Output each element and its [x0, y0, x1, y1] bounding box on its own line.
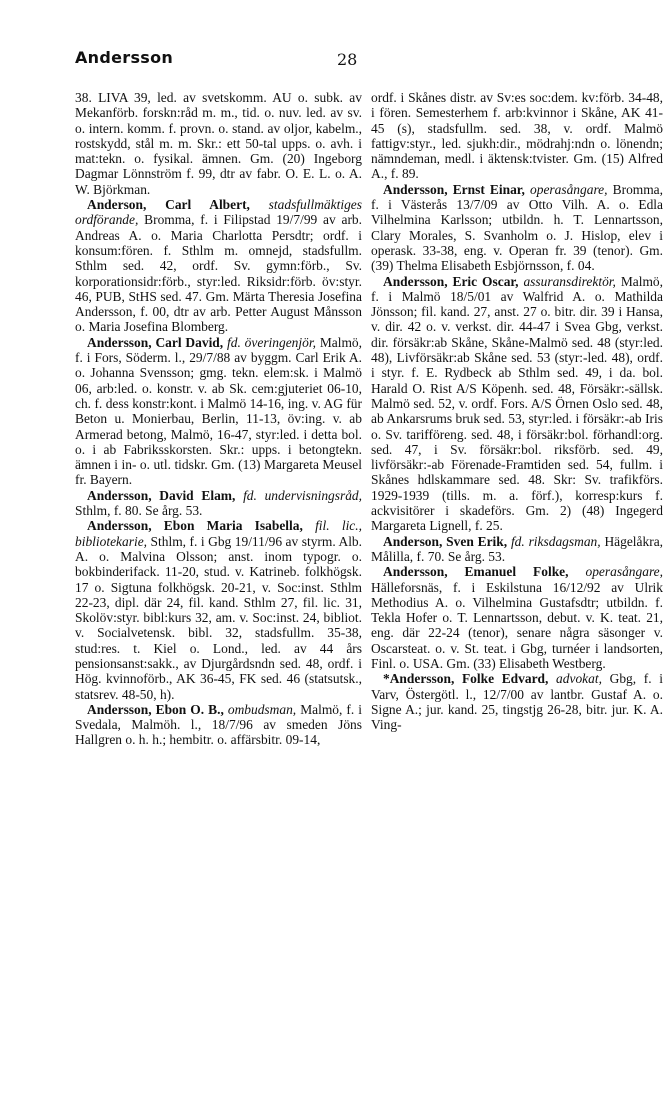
entry-text: Bromma, f. i Västerås 13/7/09 av Otto Vilh. A. o. Edla Vilhelmina Karlsson; utbildn. h. T. Lennartsson, Clary Morales, S. Svanholm o. J. Hislop, elev i operask. 33-38, eng. v. Operan fr. 39 (tenor). Gm. (39) Thelma Elisabeth Esbjörnsson, f. 04.	[371, 181, 664, 274]
left-column	[75, 90, 362, 748]
entry-title: advokat,	[556, 671, 602, 687]
biography-entry	[75, 702, 362, 748]
entry-text: Sthlm, f. i Gbg 19/11/96 av styrm. Alb. A. o. Malvina Olsson; anst. inom typogr. o. bokbinderifack. 11-20, stud. v. Katrineb. folkhögsk. 17 o. Sigtuna folkhögsk. 20-21, v. Soc:inst. Sthlm 22-23, dipl. där 24, fil. kand. Sthlm 27, fil. lic. 31, Skolöv:styr. bibl:kurs 32, am. v. Soc:inst. 24, bibliot. v. Socialvetensk. bibl. 32, stadsfullm. 35-38, stud:res. t. Kiel o. Lond., led. av 44 års pensionsanst:sakk., av Djurgårdsndn sed. 48, ordf. i Hög. kvinnoförb., AK 36-45, FK sed. 46 (statsutsk., statsrev. 48-50, h).	[75, 533, 362, 702]
continued-entry-text: 38. LIVA 39, led. av svetskomm. AU o. subk. av Mekanförb. forskn:råd m. m., tid. o. nuv. led. av sv. o. intern. komm. f. provn. o. stand. av oljor, kabelm., rostskydd, stål m. m. Skr.: ett 50-tal upps. o. avh. i mat:tekn. o. fysikal. ämnen. Gm. (20) Ingeborg Dagmar Lönnström f. 99, dtr av fabr. O. E. L. o. A. W. Björkman.	[75, 90, 362, 197]
entry-text: Hägelåkra, Målilla, f. 70. Se årg. 53.	[371, 533, 664, 564]
entry-title: operasångare,	[585, 564, 663, 580]
entry-name: Anderson, Carl Albert,	[87, 197, 250, 213]
entry-name: Andersson, Carl David,	[87, 334, 224, 350]
entry-name: Andersson, Eric Oscar,	[383, 273, 519, 289]
entry-text: Malmö, f. i Fors, Söderm. l., 29/7/88 av byggm. Carl Erik A. o. Johanna Svensson; gmg. tekn. elem:sk. i Malmö 06, arb:led. o. konstr. v. ab Sk. cem:gjuteriet 06-10, ch. f. dess konstr:kont. i Malmö 14-16, ing. v. AG für Beton u. Monierbau, Berlin, 11-13, öv:ing. v. ab Armerad betong, Malmö, 16-47, styr:led. i detta bol. o. i ab Fabriksskorsten. Skr.: upps. i betongtekn. ämnen i in- o. utl. tidskr. Gm. (13) Margareta Meusel fr. Bayern.	[75, 334, 362, 488]
entry-text: Hälleforsnäs, f. i Eskilstuna 16/12/92 av Ulrik Methodius A. o. Vilhelmina Gustafsdtr; utbildn. f. Tekla Hofer o. T. Lennartsson, debut. v. K. teat. 21, eng. där 22-24 (tenor), senare några säsonger v. Oscarsteat. o. v. St. teat. i Gbg, turnéer i landsorten, Finl. o. USA. Gm. (33) Elisabeth Westberg.	[371, 579, 663, 671]
biography-entry	[371, 671, 663, 732]
entry-title: fd. överingenjör,	[227, 334, 316, 350]
entry-name: Andersson, Ebon Maria Isabella,	[87, 518, 303, 534]
biography-entry	[371, 274, 663, 534]
entry-name: Andersson, David Elam,	[87, 487, 236, 503]
entry-text: Sthlm, f. 80. Se årg. 53.	[75, 503, 203, 519]
entry-name: Anderson, Sven Erik,	[383, 533, 508, 549]
entry-text: Malmö, f. i Malmö 18/5/01 av Walfrid A. o. Mathilda Jönsson; fil. kand. 27, anst. 27 o. bitr. dir. 39 i Hansa, v. dir. 42 o. v. verkst. dir. 44-47 i Svea Gbg, verkst. dir. försäkr:ab Skåne, Skåne-Malmö sed. 48 (styr:led. 48), Livförsäkr:ab Skåne sed. 53 (styr:-led. 48), ordf. i styr. f. E. Rydbeck ab Sthlm sed. 49, i da. bol. Harald O. Rist A/S Köpenh. sed. 48, Försäkr:-sällsk. Malmö sed. 52, v. ordf. Fors. A/S Örnen Oslo sed. 48, ab Ankarsrums bruk sed. 53, styr:led. i försäkr:-ab Iris o. Sv. tarifföreng. sed. 48, i försäkr:bol. förhandl:org. sed. 47, i Sv. försäkr:bol. riksförb. sed. 49, livförsäkr:-ab Förenade-Framtiden sed. 54, fullm. i Skånes hdlskammare sed. 48. Skr: Sv. trafikförs. 1929-1939 (tills. m. a. förf.), korresp:kurs f. ackvisitörer i skadeförs. Gm. 2) (48) Ingegerd Margareta Lignell, f. 25.	[371, 273, 664, 534]
entry-text: Gbg, f. i Varv, Östergötl. l., 12/7/00 av lantbr. Gustaf A. o. Signe A.; jur. kand. 25, tingstjg 26-28, bitr. jur. K. A. Ving-	[371, 671, 663, 733]
biography-entry	[75, 488, 362, 519]
biography-entry	[75, 335, 362, 488]
entry-name: Andersson, Emanuel Folke,	[383, 564, 569, 580]
biography-entry	[371, 182, 663, 274]
entry-text: Malmö, f. i Svedala, Malmöh. l., 18/7/96 av smeden Jöns Hallgren o. h. h.; hembitr. o. affärsbitr. 09-14,	[75, 701, 362, 748]
biography-entry	[75, 197, 362, 335]
entry-title: ombudsman,	[227, 701, 297, 717]
right-column	[371, 90, 663, 732]
biography-entry	[371, 534, 663, 565]
entry-text: Bromma, f. i Filipstad 19/7/99 av arb. Andreas A. o. Maria Charlotta Persdtr; ordf. i konsum:fören. f. Sthlm m. omnejd, stadsfullm. Sthlm sed. 42, ordf. Sv. gymn:förb., Sv. korporationsidr:förb., styr:led. Riksidr:förb. öv:styr. 46, PUB, StHS sed. 47. Gm. Märta Theresia Josefina Andersson, f. 00, dtr av arb. Petter August Månsson o. Maria Josefina Blomberg.	[75, 212, 363, 335]
continued-entry-text: ordf. i Skånes distr. av Sv:es soc:dem. kv:förb. 34-48, i fören. Semesterhem f. arb:kvinnor i Skåne, AK 41-45 (s), stadsfullm. sed. 38, v. ordf. Malmö fattigv:styr., led. sjukh:dir., mödrahj:ndn o. lönendn; nämndeman, medl. i äktensk:tvister. Gm. (15) Alfred A., f. 89.	[371, 90, 663, 182]
running-head: Andersson	[75, 48, 174, 67]
page-number: 28	[337, 50, 358, 69]
page-header	[75, 48, 620, 72]
entry-title: operasångare,	[530, 181, 608, 197]
biography-entry	[371, 564, 663, 671]
entry-title: stadsfullmäktiges ordförande,	[75, 197, 362, 228]
entry-name: *Andersson, Folke Edvard,	[383, 671, 549, 687]
entry-name: Andersson, Ebon O. B.,	[87, 701, 224, 717]
entry-title: fil. lic., bibliotekarie,	[75, 518, 362, 549]
entry-title: fd. riksdagsman,	[510, 533, 601, 549]
entry-name: Andersson, Ernst Einar,	[383, 181, 525, 197]
entry-title: assuransdirektör,	[523, 273, 616, 289]
biography-entry	[75, 518, 362, 702]
entry-title: fd. undervisningsråd,	[243, 487, 363, 503]
